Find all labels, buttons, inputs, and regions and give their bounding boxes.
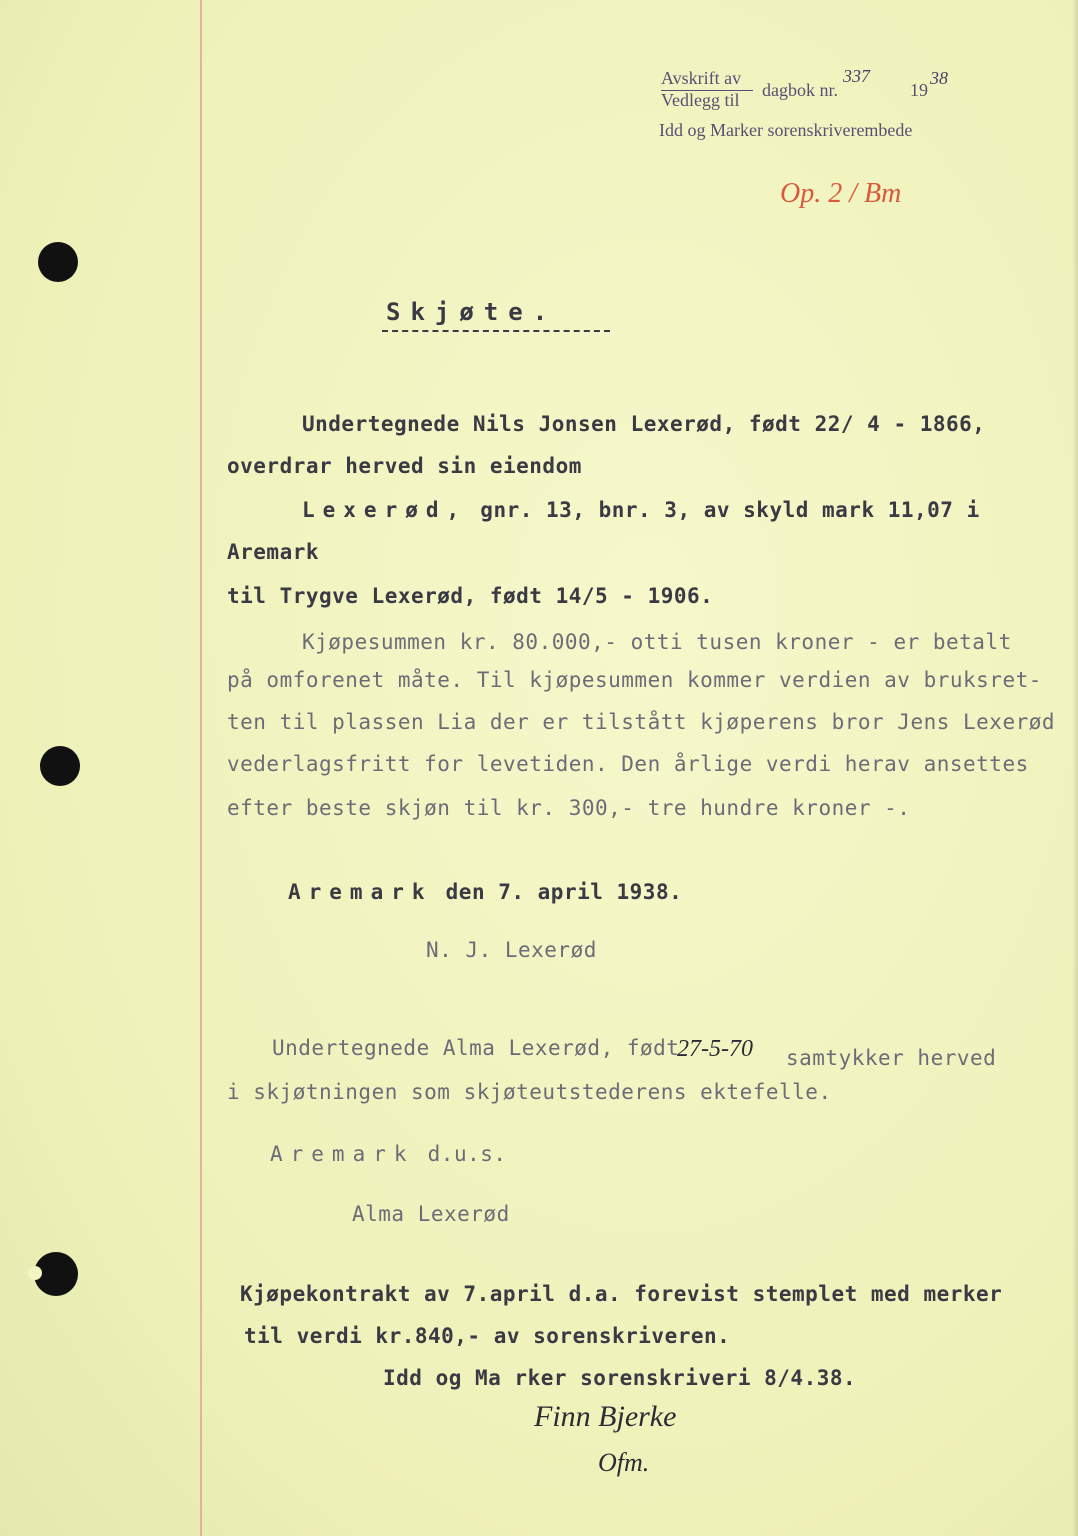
property-name: Lexerød, (302, 498, 468, 522)
body-line: samtykker herved (786, 1046, 997, 1070)
body-line: Kjøpesummen kr. 80.000,- otti tusen kroner - er betalt (302, 630, 1012, 654)
place-line (270, 1142, 507, 1166)
stamp-year-prefix: 19 (910, 80, 928, 100)
body-line: til verdi kr.840,- av sorenskriveren. (244, 1324, 731, 1348)
stamp-office: Idd og Marker sorenskriverembede (659, 120, 913, 140)
typed-signature: Alma Lexerød (352, 1202, 510, 1226)
typed-signature: N. J. Lexerød (426, 938, 597, 962)
stamp-avskrift: Avskrift av (661, 68, 742, 88)
body-line: i skjøtningen som skjøteutstederens ektefelle. (227, 1080, 832, 1104)
body-line: Undertegnede Nils Jonsen Lexerød, født 22/ 4 - 1866, (302, 412, 986, 436)
body-line: Kjøpekontrakt av 7.april d.a. forevist stemplet med merker (240, 1282, 1003, 1306)
stamp-year-suffix: 38 (930, 68, 948, 88)
handwritten-initials: Ofm. (598, 1448, 650, 1477)
body-line: vederlagsfritt for levetiden. Den årlige verdi herav ansettes (227, 752, 1029, 776)
dus-text: d.u.s. (414, 1142, 507, 1166)
place-name: Aremark (270, 1142, 415, 1166)
punch-hole (34, 1252, 78, 1296)
stamp-dagbok: dagbok nr. (762, 80, 838, 100)
handwritten-birthdate: 27-5-70 (677, 1036, 753, 1062)
handwritten-signature: Finn Bjerke (534, 1400, 677, 1433)
property-details: gnr. 13, bnr. 3, av skyld mark 11,07 i (467, 498, 980, 522)
body-line: Aremark (227, 540, 320, 564)
stamp-number: 337 (843, 66, 870, 86)
page-edge (1072, 0, 1078, 1536)
body-line: Idd og Ma rker sorenskriveri 8/4.38. (383, 1366, 857, 1390)
title-underline (382, 330, 610, 332)
body-line (302, 498, 980, 522)
body-line: overdrar herved sin eiendom (227, 454, 582, 478)
stamp-vedlegg: Vedlegg til (661, 90, 740, 110)
date-text: den 7. april 1938. (432, 880, 683, 904)
document-title: Skjøte. (386, 298, 558, 326)
body-line: Undertegnede Alma Lexerød, født (272, 1036, 680, 1060)
body-line: på omforenet måte. Til kjøpesummen kommer verdien av bruksret- (227, 668, 1042, 692)
body-line: ten til plassen Lia der er tilstått kjøperens bror Jens Lexerød (227, 710, 1056, 734)
punch-hole (38, 242, 78, 282)
place-name: Aremark (288, 880, 433, 904)
body-line: til Trygve Lexerød, født 14/5 - 1906. (227, 584, 714, 608)
margin-line (200, 0, 202, 1536)
red-annotation: Op. 2 / Bm (780, 178, 902, 209)
place-date-line (288, 880, 682, 904)
body-line: efter beste skjøn til kr. 300,- tre hundre kroner -. (227, 796, 911, 820)
punch-hole (40, 746, 80, 786)
